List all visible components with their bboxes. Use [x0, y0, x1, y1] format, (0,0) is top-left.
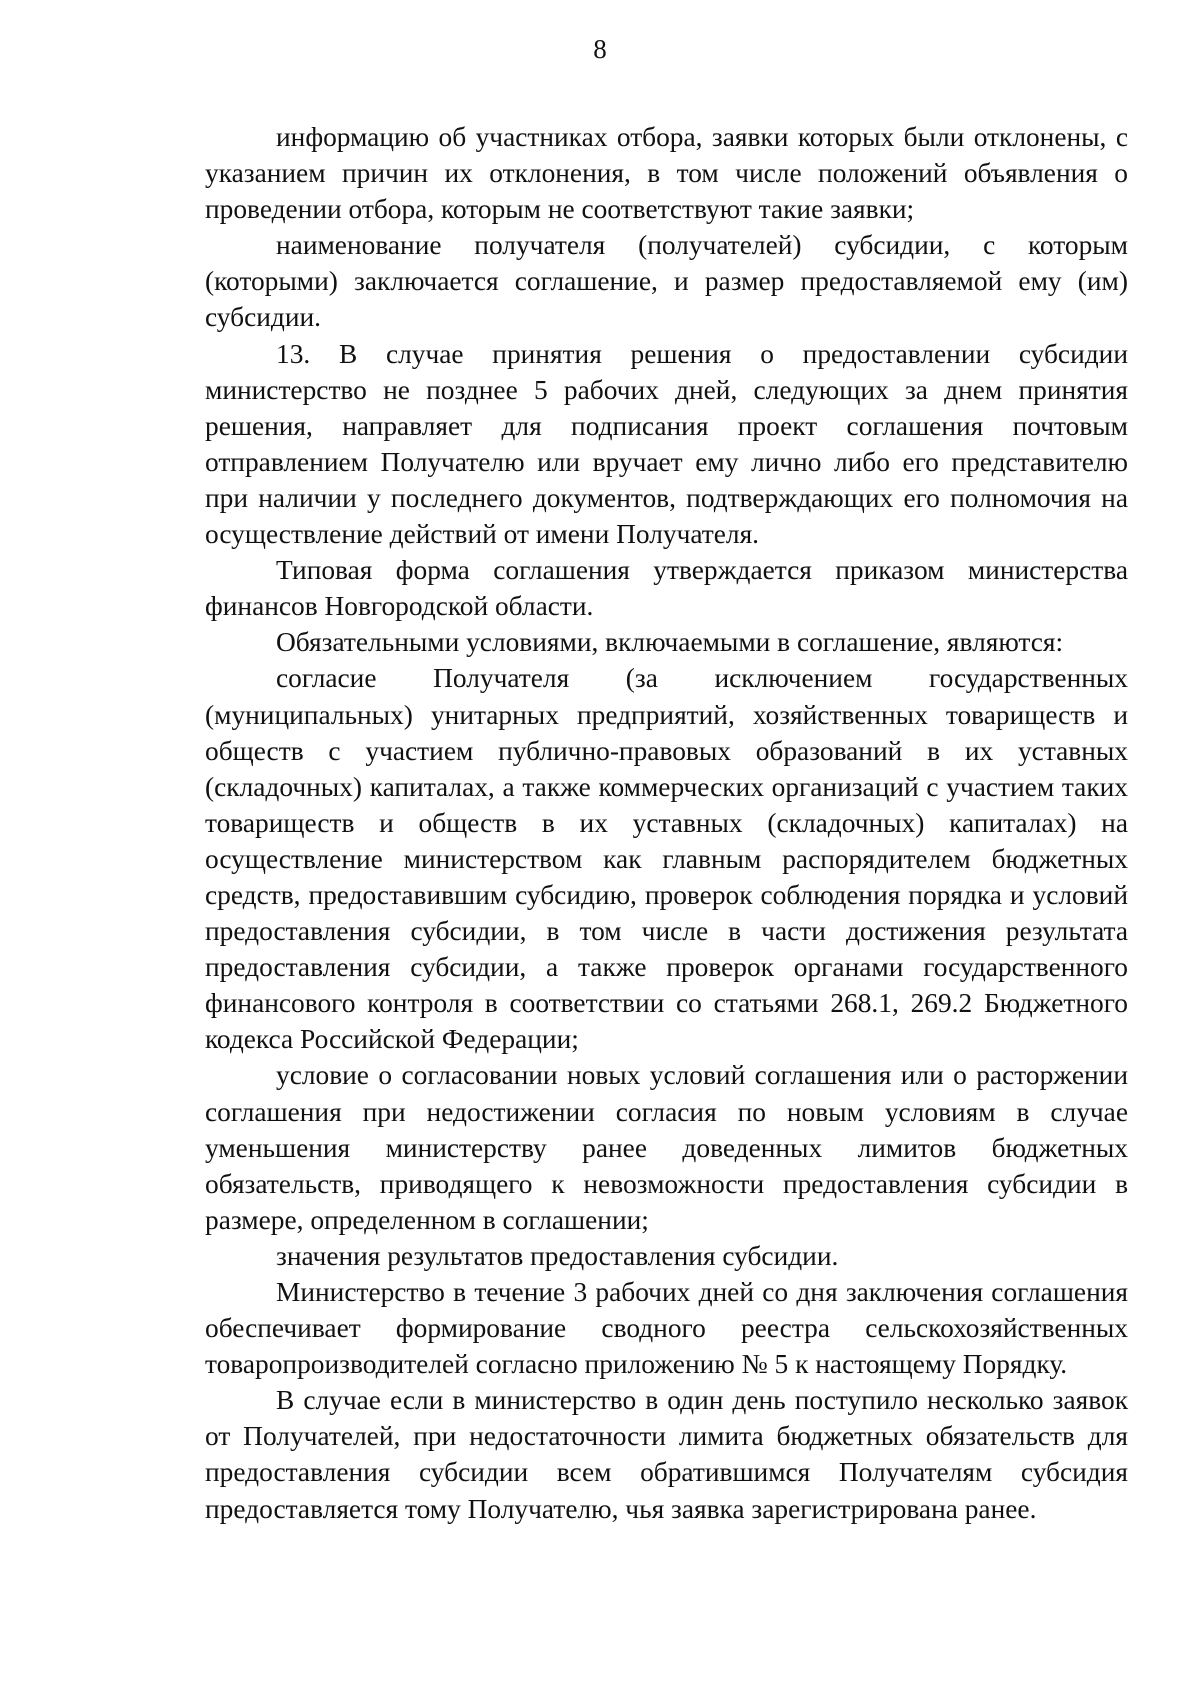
paragraph-mandatory-conditions: Обязательными условиями, включаемыми в соглашение, являются:: [276, 627, 1064, 658]
paragraph-recipient-consent: согласие Получателя (за исключением государственных (муниципальных) унитарных предприятий, хозяйственных товариществ и обществ с участием публично-правовых образований в их уставных (складочных) капиталах, а также коммерческих организаций с участием таких товариществ и обществ в их уставных (складочных) капиталах) на осуществление министерством как главным распорядителем бюджетных средств, предоставившим субсидию, проверок соблюдения порядка и условий предоставления субсидии, в том числе в части достижения результата предоставления субсидии, а также проверок органами государственного финансового контроля в соответствии со статьями 268.1, 269.2 Бюджетного кодекса Российской Федерации;: [205, 663, 1128, 1055]
page-number: 8: [593, 34, 607, 64]
paragraph-item-13: 13. В случае принятия решения о предоставлении субсидии министерство не позднее 5 рабочих дней, следующих за днем принятия решения, направляет для подписания проект соглашения почтовым отправлением Получателю или вручает ему лично либо его представителю при наличии у последнего документов, подтверждающих его полномочия на осуществление действий от имени Получателя.: [205, 338, 1128, 550]
paragraph-standard-form: Типовая форма соглашения утверждается приказом министерства финансов Новгородской области.: [205, 555, 1128, 622]
paragraph-new-conditions: условие о согласовании новых условий соглашения или о расторжении соглашения при недостижении согласия по новым условиям в случае уменьшения министерству ранее доведенных лимитов бюджетных обязательств, приводящего к невозможности предоставления субсидии в размере, определенном в соглашении;: [205, 1060, 1128, 1235]
paragraph-register-formation: Министерство в течение 3 рабочих дней со дня заключения соглашения обеспечивает формирование сводного реестра сельскохозяйственных товаропроизводителей согласно приложению № 5 к настоящему Порядку.: [205, 1277, 1128, 1380]
document-body: [205, 119, 1128, 1527]
paragraph-multiple-applications: В случае если в министерство в один день поступило несколько заявок от Получателей, при недостаточности лимита бюджетных обязательств для предоставления субсидии всем обратившимся Получателям субсидия предоставляется тому Получателю, чья заявка зарегистрирована ранее.: [205, 1385, 1128, 1524]
paragraph-recipient-name: наименование получателя (получателей) субсидии, с которым (которыми) заключается соглашение, и размер предоставляемой ему (им) субсидии.: [205, 230, 1128, 333]
paragraph-result-values: значения результатов предоставления субсидии.: [276, 1240, 839, 1271]
paragraph-rejected-participants-info: информацию об участниках отбора, заявки которых были отклонены, с указанием причин их отклонения, в том числе положений объявления о проведении отбора, которым не соответствуют такие заявки;: [205, 122, 1128, 225]
